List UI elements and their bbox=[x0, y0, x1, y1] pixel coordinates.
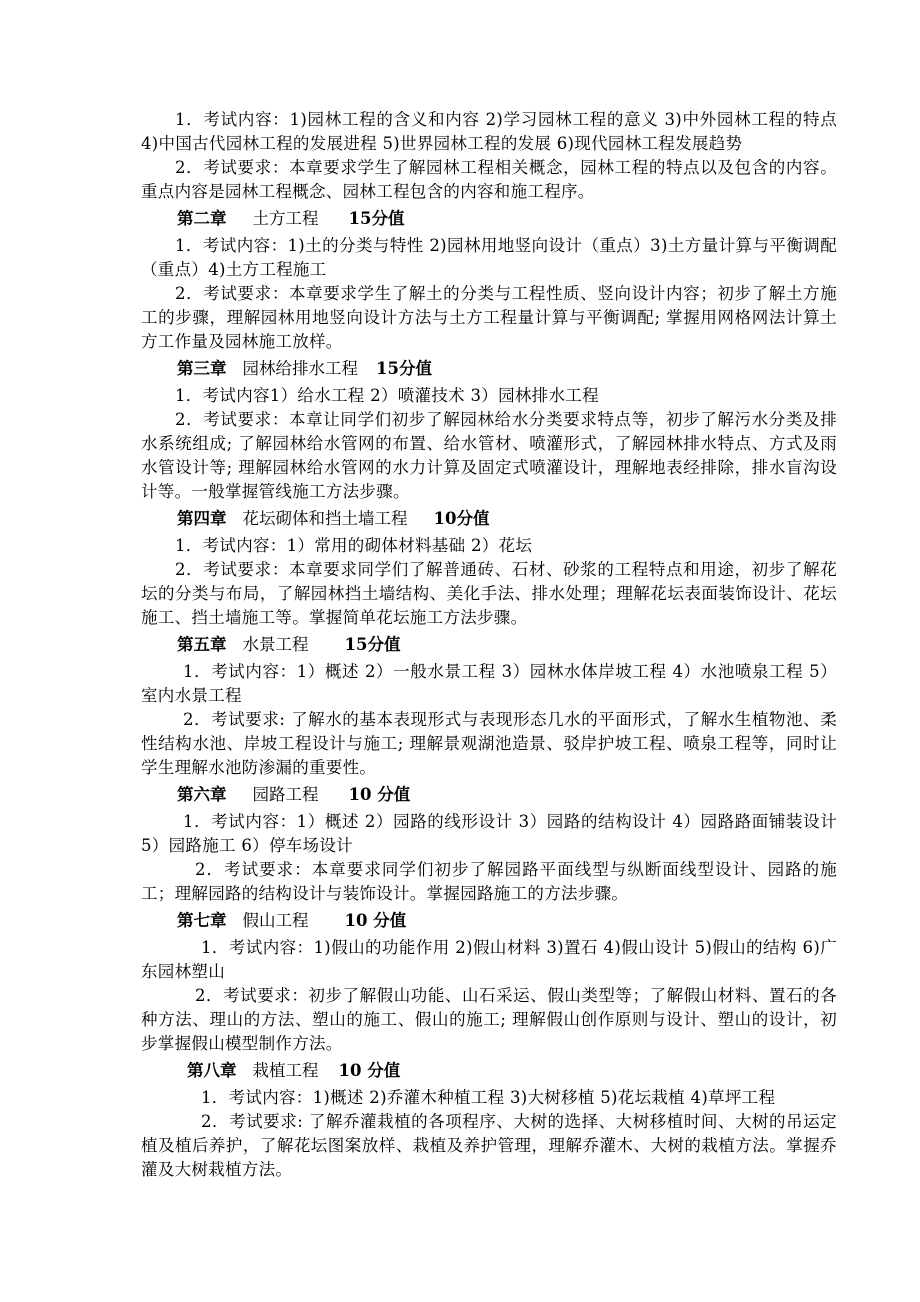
chapter-heading bbox=[141, 506, 837, 532]
exam-content: 1．考试内容：1)概述 2)乔灌木种植工程 3)大树移植 5)花坛栽植 4)草坪工程 bbox=[201, 1088, 776, 1107]
chapter-number: 第六章 bbox=[177, 785, 227, 804]
chapter-title: 园路工程 bbox=[252, 785, 319, 804]
chapter-title: 假山工程 bbox=[242, 911, 309, 930]
chapter-title: 园林给排水工程 bbox=[242, 359, 358, 378]
exam-content: 1．考试内容：1)假山的功能作用 2)假山材料 3)置石 4)假山设计 5)假山的结构 6)广东园林塑山 bbox=[141, 938, 837, 981]
chapter-heading bbox=[141, 782, 837, 808]
intro-exam-content: 1．考试内容：1)园林工程的含义和内容 2)学习园林工程的意义 3)中外园林工程的特点 4)中国古代园林工程的发展进程 5)世界园林工程的发展 6)现代园林工程发展趋势 bbox=[141, 110, 837, 153]
chapter-title: 水景工程 bbox=[242, 635, 309, 654]
chapter-heading bbox=[141, 632, 837, 658]
exam-content: 1．考试内容：1）概述 2）一般水景工程 3）园林水体岸坡工程 4）水池喷泉工程 5）室内水景工程 bbox=[141, 662, 837, 705]
chapter-score: 15分值 bbox=[348, 209, 405, 228]
chapter-score: 10分值 bbox=[433, 509, 490, 528]
chapter-number: 第四章 bbox=[177, 509, 227, 528]
exam-content: 1．考试内容：1)土的分类与特性 2)园林用地竖向设计（重点）3)土方量计算与平衡调配（重点）4)土方工程施工 bbox=[141, 236, 837, 279]
chapter-heading bbox=[141, 908, 837, 934]
chapter-number: 第七章 bbox=[177, 911, 227, 930]
chapter-heading bbox=[141, 1058, 837, 1084]
chapter-heading bbox=[141, 206, 837, 232]
chapter-number: 第三章 bbox=[177, 359, 227, 378]
exam-content: 1．考试内容：1）常用的砌体材料基础 2）花坛 bbox=[175, 536, 533, 555]
chapter-title: 花坛砌体和挡土墙工程 bbox=[242, 509, 408, 528]
chapter-score: 15分值 bbox=[344, 635, 401, 654]
exam-content: 1．考试内容1）给水工程 2）喷灌技术 3）园林排水工程 bbox=[175, 386, 599, 405]
exam-requirement: 2．考试要求：本章要求同学们初步了解园路平面线型与纵断面线型设计、园路的施工；理解园路的结构设计与装饰设计。掌握园路施工的方法步骤。 bbox=[141, 860, 837, 903]
chapter-number: 第八章 bbox=[187, 1061, 237, 1080]
chapter-title: 土方工程 bbox=[252, 209, 319, 228]
exam-content: 1．考试内容：1）概述 2）园路的线形设计 3）园路的结构设计 4）园路路面铺装设计 5）园路施工 6）停车场设计 bbox=[141, 812, 837, 855]
chapter-number: 第五章 bbox=[177, 635, 227, 654]
exam-requirement: 2．考试要求：初步了解假山功能、山石采运、假山类型等；了解假山材料、置石的各种方法、理山的方法、塑山的施工、假山的施工; 理解假山创作原则与设计、塑山的设计，初步掌握假山模型制作方法。 bbox=[141, 986, 837, 1053]
exam-requirement: 2．考试要求：本章让同学们初步了解园林给水分类要求特点等，初步了解污水分类及排水系统组成; 了解园林给水管网的布置、给水管材、喷灌形式，了解园林排水特点、方式及雨水管设计等; 理解园林给水管网的水力计算及固定式喷灌设计，理解地表经排除，排水盲沟设计等。一般掌握管线施工方法步骤。 bbox=[141, 410, 837, 501]
chapter-heading bbox=[141, 356, 837, 382]
chapter-title: 栽植工程 bbox=[252, 1061, 319, 1080]
document-body bbox=[141, 108, 837, 1182]
chapter-score: 10 分值 bbox=[338, 1061, 401, 1080]
chapter-score: 15分值 bbox=[376, 359, 432, 378]
intro-exam-requirement: 2．考试要求：本章要求学生了解园林工程相关概念，园林工程的特点以及包含的内容。重点内容是园林工程概念、园林工程包含的内容和施工程序。 bbox=[141, 158, 837, 201]
exam-requirement: 2．考试要求: 了解水的基本表现形式与表现形态几水的平面形式，了解水生植物池、柔性结构水池、岸坡工程设计与施工; 理解景观湖池造景、驳岸护坡工程、喷泉工程等，同时让学生理解水池防渗漏的重要性。 bbox=[141, 710, 837, 777]
exam-requirement: 2．考试要求：本章要求同学们了解普通砖、石材、砂浆的工程特点和用途，初步了解花坛的分类与布局，了解园林挡土墙结构、美化手法、排水处理；理解花坛表面装饰设计、花坛施工、挡土墙施工等。掌握简单花坛施工方法步骤。 bbox=[141, 560, 837, 627]
chapter-score: 10 分值 bbox=[348, 785, 411, 804]
chapter-number: 第二章 bbox=[177, 209, 227, 228]
exam-requirement: 2．考试要求：本章要求学生了解土的分类与工程性质、竖向设计内容；初步了解土方施工的步骤，理解园林用地竖向设计方法与土方工程量计算与平衡调配; 掌握用网格网法计算土方工作量及园林施工放样。 bbox=[141, 284, 837, 351]
exam-requirement: 2．考试要求: 了解乔灌栽植的各项程序、大树的选择、大树移植时间、大树的吊运定植及植后养护，了解花坛图案放样、栽植及养护管理，理解乔灌木、大树的栽植方法。掌握乔灌及大树栽植方法。 bbox=[141, 1112, 837, 1179]
chapter-score: 10 分值 bbox=[344, 911, 407, 930]
